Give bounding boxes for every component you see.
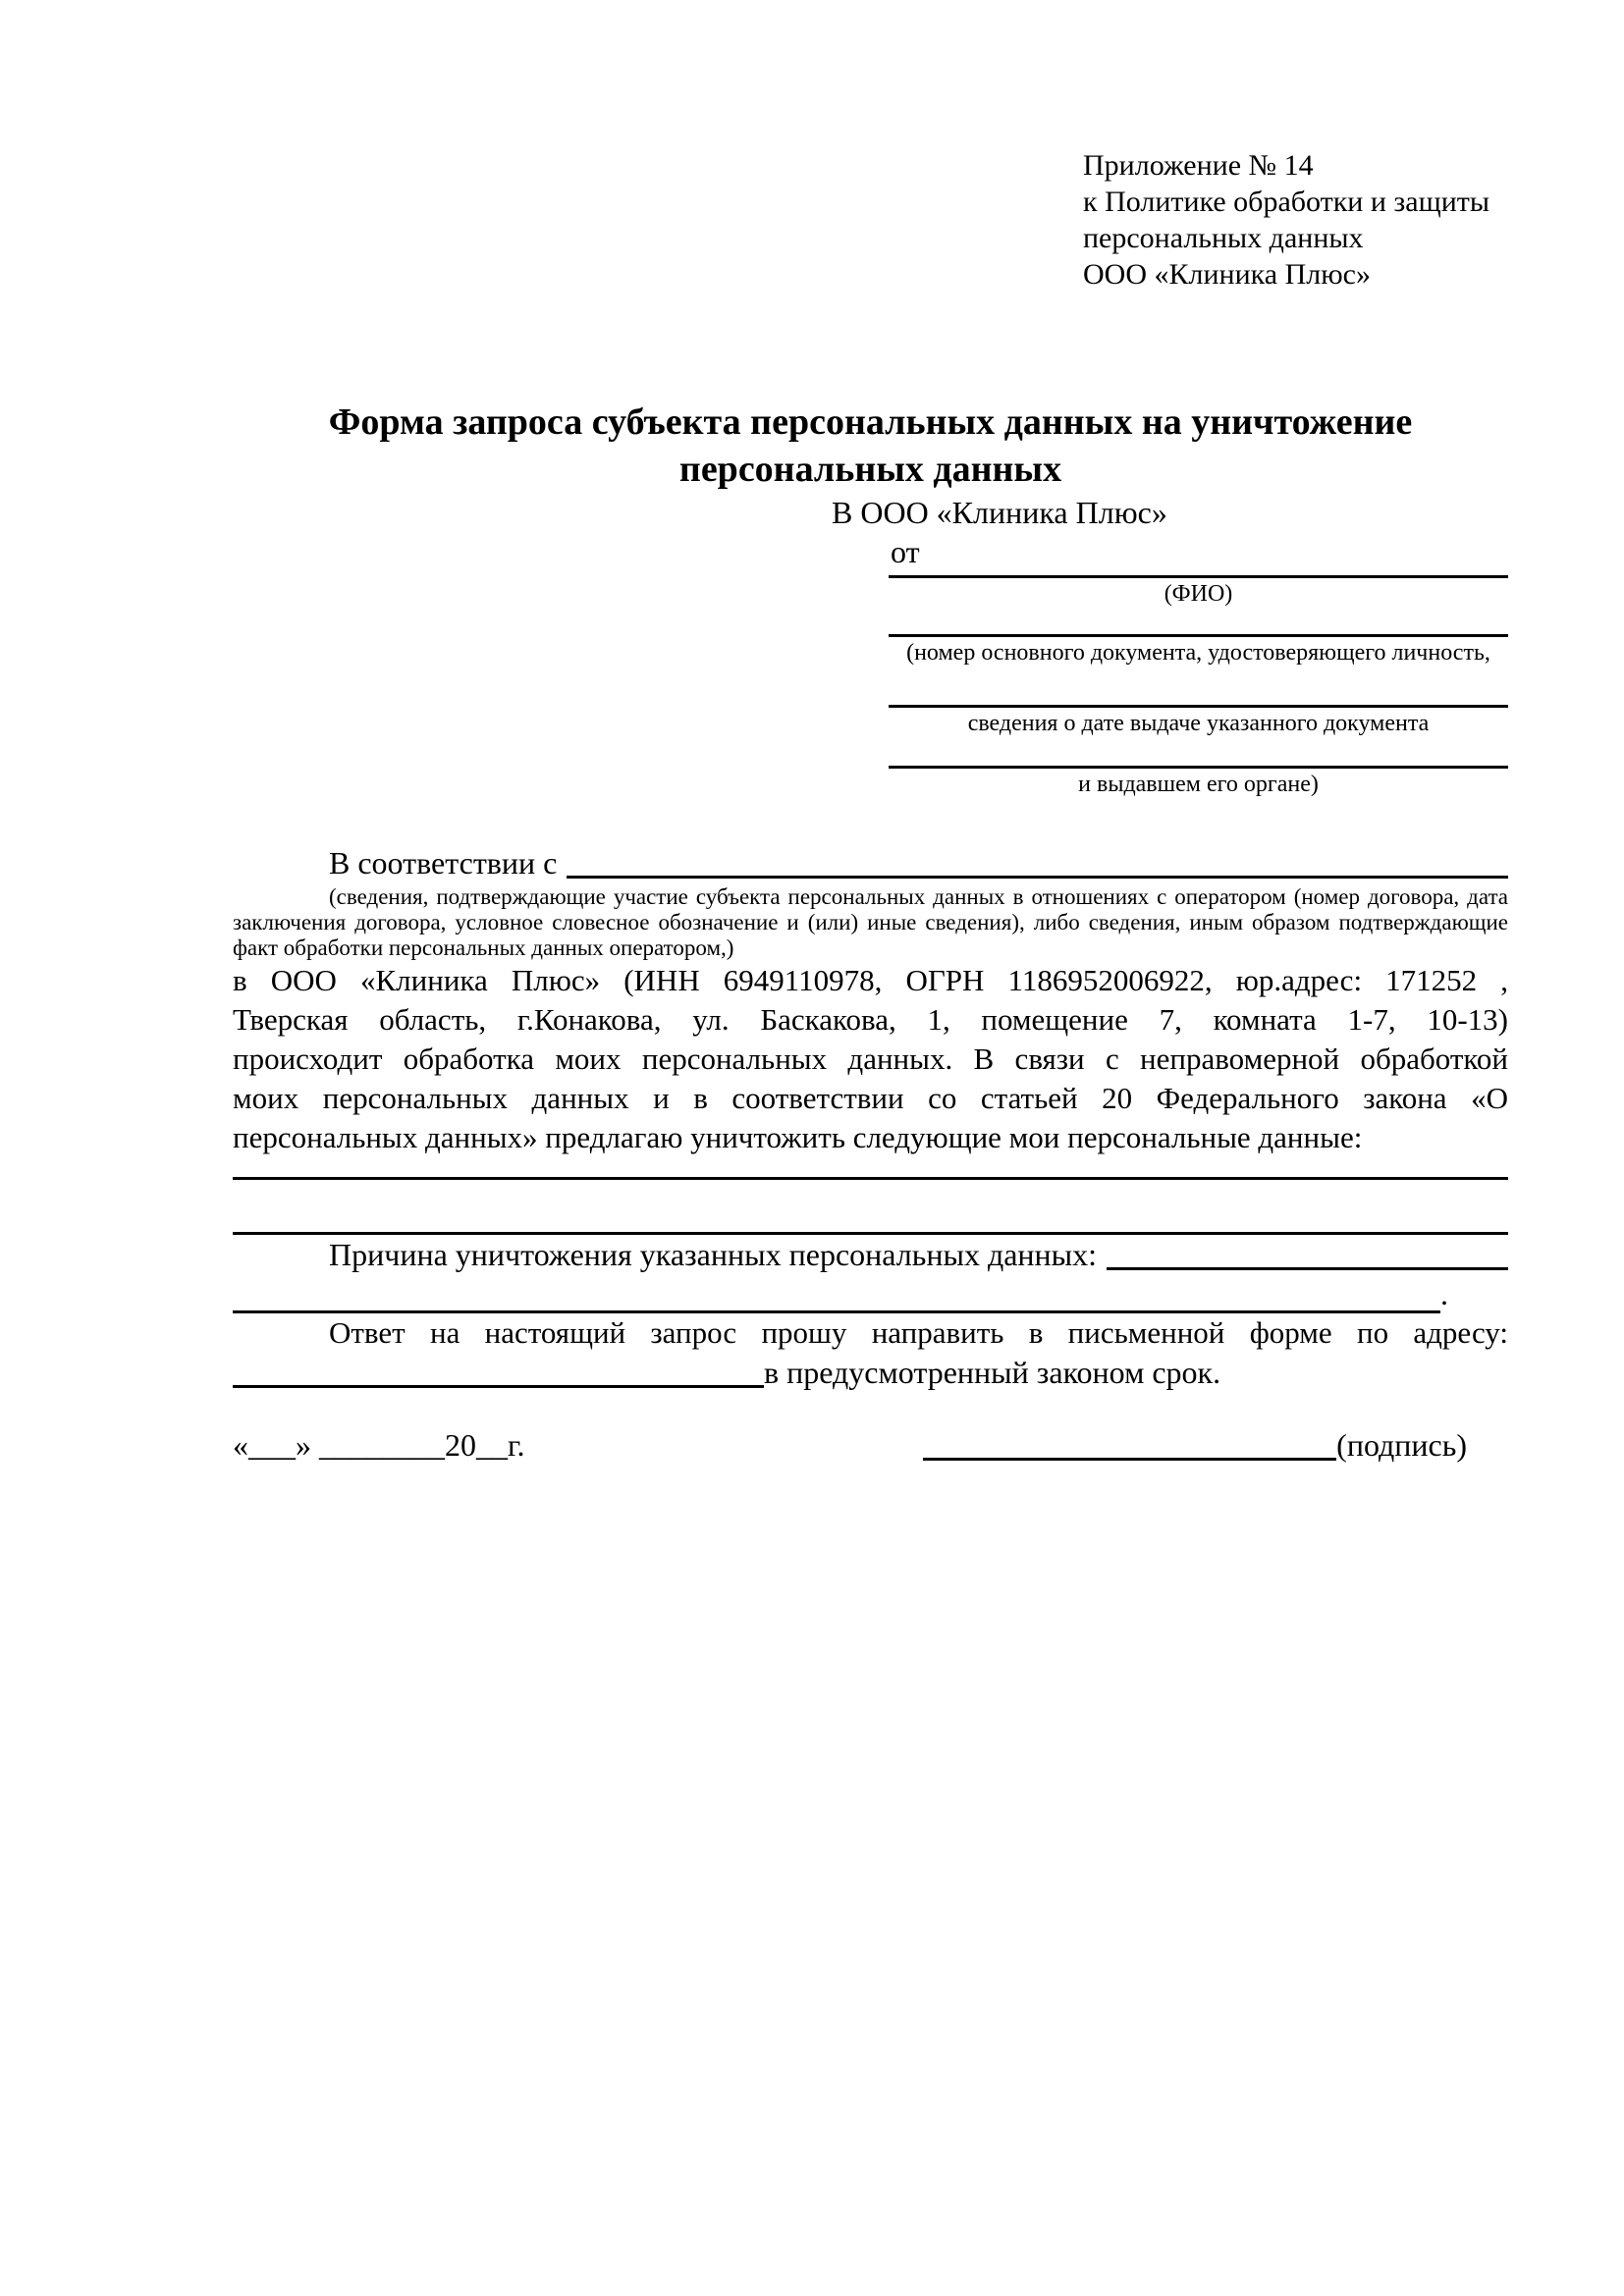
fine-print-note: (сведения, подтверждающие участие субъекта персональных данных в отношениях с оператором (номер договора, дата заключения договора, условное словесное обозначение и (или) иные сведения), либо сведения, иным образом подтверждающие факт обработки персональных данных оператором,) [233, 884, 1508, 960]
appendix-line: Приложение № 14 [1083, 149, 1314, 182]
paragraph-line: персональных данных» предлагаю уничтожить следующие мои персональные данные: [233, 1120, 1363, 1154]
signature-line [923, 1425, 1336, 1461]
blank-line-address [233, 1353, 764, 1388]
appendix-line: персональных данных [1083, 222, 1364, 254]
page-title [233, 399, 1508, 493]
blank-line-reason-2 [233, 1277, 1440, 1313]
paragraph-line: моих персональных данных и в соответствии со статьей 20 Федерального закона «О [233, 1081, 1508, 1115]
appendix-line: к Политике обработки и защиты [1083, 186, 1490, 218]
field-caption-fio: (ФИО) [1164, 581, 1233, 607]
date-signature-row [233, 1425, 1508, 1465]
answer-address-row [233, 1353, 1508, 1392]
blank-line-document-number [889, 610, 1508, 637]
reason-row [233, 1235, 1508, 1274]
main-paragraph [233, 961, 1508, 1157]
document-content [233, 147, 1508, 1465]
accordance-row [233, 843, 1508, 882]
paragraph-line: происходит обработка моих персональных данных. В связи с неправомерной обработкой [233, 1041, 1508, 1076]
appendix-block [1083, 147, 1508, 293]
answer-tail: в предусмотренный законом срок. [764, 1355, 1221, 1390]
field-caption-issue-date: сведения о дате выдаче указанного документа [967, 711, 1430, 736]
reason-label: Причина уничтожения указанных персональных данных: [329, 1237, 1098, 1272]
blank-line-issue-date [889, 668, 1508, 708]
blank-line-data-2 [233, 1180, 1508, 1235]
page-title-line-2: персональных данных [678, 449, 1062, 490]
paragraph-line: в ООО «Клиника Плюс» (ИНН 6949110978, ОГРН 1186952006922, юр.адрес: 171252 , [233, 963, 1508, 997]
from-label: от [891, 534, 920, 569]
addressee-fields [889, 571, 1508, 800]
reason-continuation-row [233, 1274, 1508, 1313]
signature-caption: (подпись) [1336, 1427, 1467, 1463]
blank-line-accordance [567, 843, 1508, 879]
blank-line-issuing-authority [889, 739, 1508, 769]
addressee-organization: В ООО «Клиника Плюс» [832, 495, 1167, 530]
accordance-label: В соответствии с [329, 845, 558, 881]
field-caption-issuing-authority: и выдавшем его органе) [1078, 772, 1319, 797]
page-title-line-1: Форма запроса субъекта персональных данных на уничтожение [328, 401, 1413, 443]
signature-group [923, 1425, 1467, 1465]
blank-line-data-1 [233, 1157, 1508, 1180]
paragraph-line: Тверская область, г.Конакова, ул. Баскакова, 1, помещение 7, комната 1-7, 10-13) [233, 1002, 1508, 1037]
appendix-line: ООО «Клиника Плюс» [1083, 258, 1371, 291]
date-blank: «___» ________20__г. [233, 1427, 525, 1463]
blank-line-reason [1107, 1235, 1508, 1270]
blank-line-fio [889, 571, 1508, 578]
period-mark: . [1440, 1276, 1448, 1311]
answer-sentence: Ответ на настоящий запрос прошу направить в письменной форме по адресу: [329, 1315, 1508, 1350]
field-caption-document-number: (номер основного документа, удостоверяющего личность, [906, 640, 1490, 666]
